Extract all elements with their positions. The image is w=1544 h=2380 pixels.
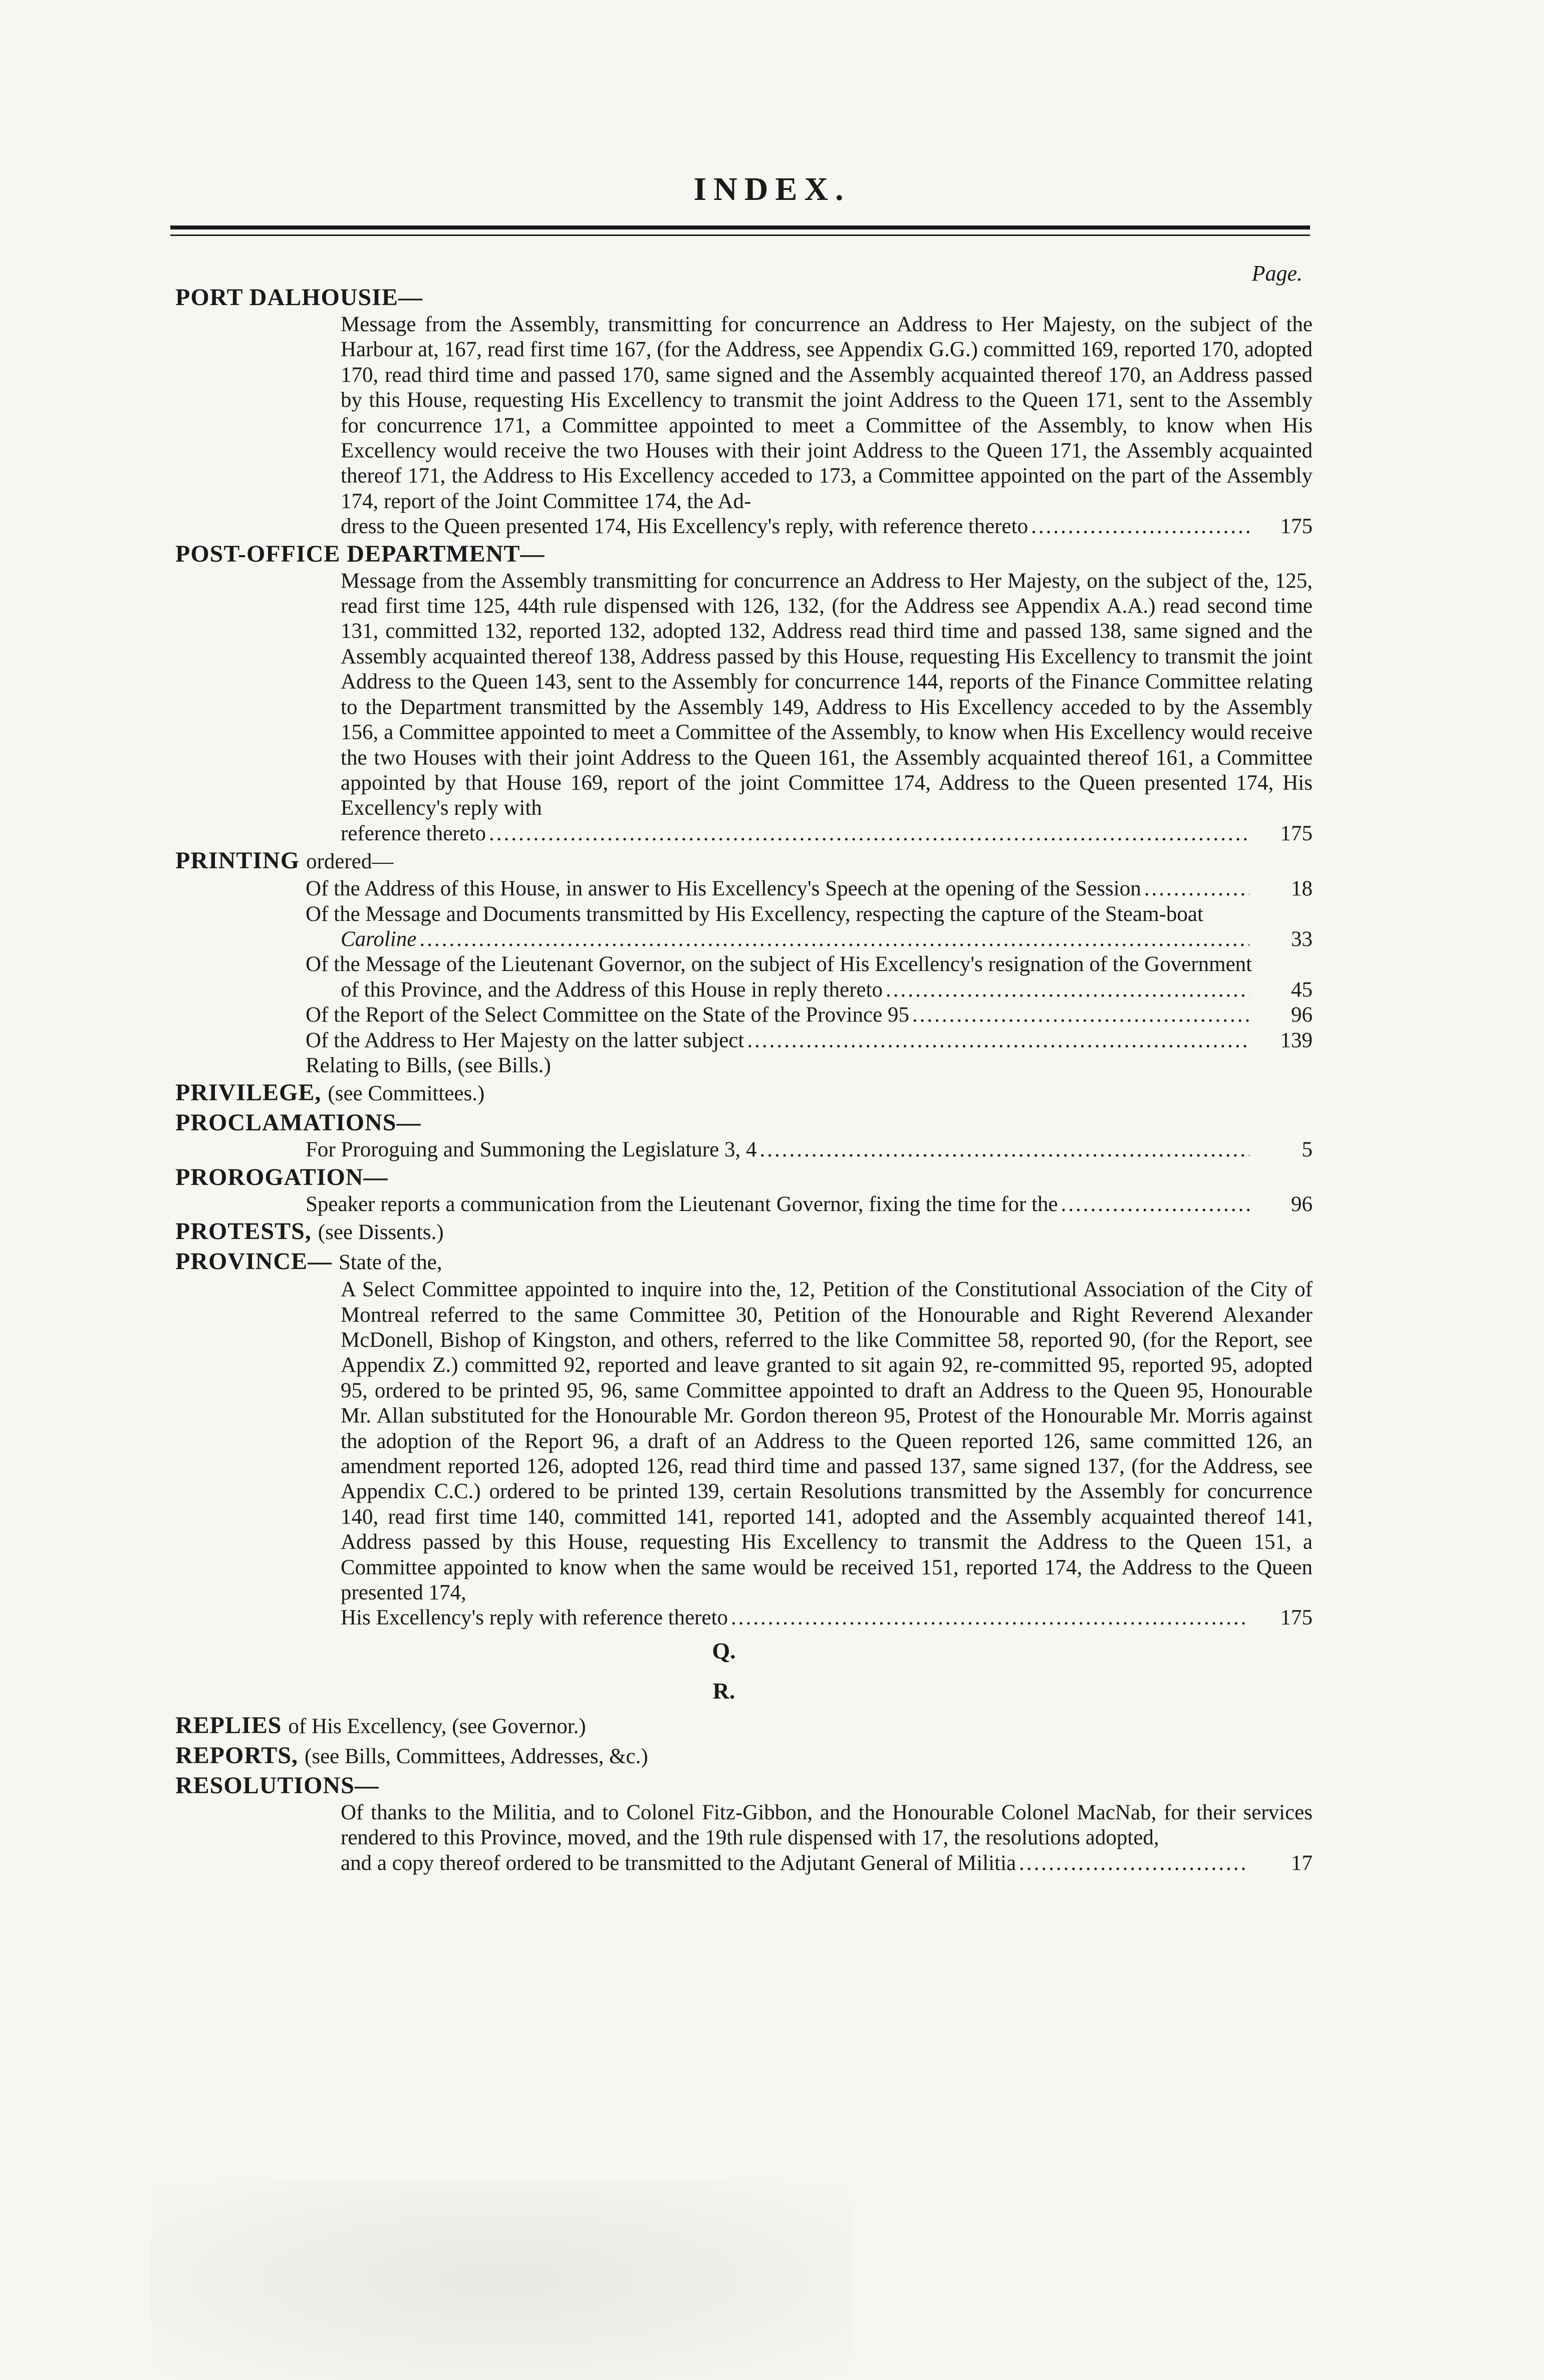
entry-heading-sub: (see Committees.): [328, 1082, 485, 1106]
line-text-first: Of the Message of the Lieutenant Governor, on the subject of His Excellency's resignation of the Government: [306, 953, 1252, 977]
leader-dots: [912, 1003, 1249, 1028]
section-letter-q: Q.: [712, 1637, 736, 1663]
entry-heading: [175, 1247, 1313, 1277]
entry-heading: [175, 1741, 1313, 1771]
index-line: [306, 1053, 1313, 1078]
index-entry: [175, 846, 1313, 1078]
entry-heading-text: PRIVILEGE,: [175, 1079, 322, 1106]
entry-text-end: dress to the Queen presented 174, His Excellency's reply, with reference thereto: [341, 515, 1028, 539]
index-body: [175, 283, 1313, 1876]
entry-heading: PROCLAMATIONS—: [175, 1109, 421, 1136]
page-column-label: Page.: [1251, 261, 1303, 286]
index-entry: [175, 540, 1313, 846]
index-line: [306, 1028, 1313, 1053]
line-text: of this Province, and the Address of this House in reply thereto: [341, 978, 883, 1002]
entry-heading-sub: State of the,: [339, 1251, 442, 1275]
page-number: 17: [1291, 1851, 1313, 1875]
entry-heading-text: PROTESTS,: [175, 1218, 312, 1245]
index-entry: [175, 1771, 1313, 1876]
index-line: [306, 1192, 1313, 1217]
entry-text: A Select Committee appointed to inquire into the, 12, Petition of the Constitutional Association of the City of Montreal referred to the same Committee 30, Petition of the Honourable and Right Reverend Alexander McDonell, Bishop of Kingston, and others, referred to the like Committee 58, reported 90, (for the Report, see Appendix Z.) committed 92, reported and leave granted to sit again 92, re-committed 95, reported 95, adopted 95, ordered to be printed 95, 96, same Committee appointed to draft an Address to the Queen 95, Honourable Mr. Allan substituted for the Honourable Mr. Gordon thereon 95, Protest of the Honourable Mr. Morris against the adoption of the Report 96, a draft of an Address to the Queen reported 126, same committed 126, an amendment reported 126, adopted 126, read third time and passed 137, same signed 137, (for the Address, see Appendix C.C.) ordered to be printed 139, certain Resolutions transmitted by the Assembly for concurrence 140, read first time 140, committed 141, reported 141, adopted and the Assembly acquainted thereof 141, Address passed by this House, requesting His Excellency to transmit the Address to the Queen 151, a Committee appointed to know when the same would be received 151, reported 174, the Address to the Queen presented 174,: [341, 1278, 1313, 1605]
line-text: Of the Address to Her Majesty on the latter subject: [306, 1028, 744, 1052]
index-entry: [175, 283, 1313, 540]
page-number: 175: [1280, 821, 1313, 845]
entry-heading: RESOLUTIONS—: [175, 1772, 379, 1799]
leader-dots: [1144, 876, 1249, 901]
line-text: Speaker reports a communication from the Lieutenant Governor, fixing the time for the: [306, 1192, 1058, 1216]
page-number: 33: [1291, 927, 1313, 951]
entry-heading-sub: (see Bills, Committees, Addresses, &c.): [305, 1744, 648, 1768]
line-text: Of the Address of this House, in answer to His Excellency's Speech at the opening of the Session: [306, 877, 1141, 901]
entry-text: Message from the Assembly transmitting for concurrence an Address to Her Majesty, on the subject of the, 125, read first time 125, 44th rule dispensed with 126, 132, (for the Address see Appendix A.A.) read second time 131, committed 132, reported 132, adopted 132, Address read third time and passed 138, same signed and the Assembly acquainted thereof 138, Address passed by this House, requesting His Excellency to transmit the joint Address to the Queen 143, sent to the Assembly for concurrence 144, reports of the Finance Committee relating to the Department transmitted by the Assembly 149, Address to His Excellency acceded to by the Assembly 156, a Committee appointed to meet a Committee of the Assembly, to know when His Excellency would receive the two Houses with their joint Address to the Queen 161, the Assembly acquainted thereof 161, a Committee appointed by that House 169, report of the joint Committee 174, Address to the Queen presented 174, His Excellency's reply with: [341, 569, 1313, 820]
leader-dots: [747, 1028, 1249, 1053]
entry-heading-text: REPLIES: [175, 1712, 282, 1739]
page-number: 175: [1280, 515, 1313, 539]
entry-text-end: reference thereto: [341, 821, 486, 845]
entry-paragraph: [341, 1800, 1313, 1876]
entry-heading-sub: ordered—: [306, 850, 394, 874]
leader-dots: [731, 1605, 1249, 1630]
entry-heading-text: REPORTS,: [175, 1742, 299, 1769]
entry-heading: [175, 1078, 1313, 1108]
leader-dots: [489, 821, 1249, 846]
title-rule-thick: [170, 225, 1310, 229]
leader-dots: [419, 927, 1249, 952]
entry-heading: PORT DALHOUSIE—: [175, 284, 423, 311]
page-number: 5: [1302, 1138, 1313, 1162]
line-text: For Proroguing and Summoning the Legislature 3, 4: [306, 1138, 757, 1162]
entry-paragraph: [341, 312, 1313, 540]
entry-text-end: His Excellency's reply with reference thereto: [341, 1606, 728, 1630]
title-rule-thin: [170, 234, 1310, 236]
leader-dots: [1061, 1192, 1249, 1217]
leader-dots: [760, 1137, 1249, 1162]
leader-dots: [1019, 1851, 1249, 1876]
index-entry: [175, 1163, 1313, 1217]
index-entry: [175, 1108, 1313, 1162]
entry-heading: [175, 846, 1313, 876]
page-number: 18: [1291, 877, 1313, 901]
entry-heading: [175, 1217, 1313, 1247]
index-line: [306, 1137, 1313, 1162]
index-entry: [175, 1247, 1313, 1631]
page-number: 45: [1291, 978, 1313, 1002]
entry-heading-text: PRINTING: [175, 847, 300, 874]
leader-dots: [886, 978, 1249, 1003]
entry-paragraph: [341, 569, 1313, 846]
page-number: 96: [1291, 1192, 1313, 1216]
entry-text: Message from the Assembly, transmitting for concurrence an Address to Her Majesty, on the subject of the Harbour at, 167, read first time 167, (for the Address, see Appendix G.G.) committed 169, reported 170, adopted 170, read third time and passed 170, same signed and the Assembly acquainted thereof 170, an Address passed by this House, requesting His Excellency to transmit the joint Address to the Queen 171, sent to the Assembly for concurrence 171, a Committee appointed to meet a Committee of the Assembly, to know when His Excellency would receive the two Houses with their joint Address to the Queen 171, the Assembly acquainted thereof 171, the Address to His Excellency acceded to 173, a Committee appointed on the part of the Assembly 174, report of the Joint Committee 174, the Ad-: [341, 313, 1313, 513]
page-number: 139: [1280, 1028, 1313, 1052]
leader-dots: [1031, 514, 1249, 539]
entry-heading: POST-OFFICE DEPARTMENT—: [175, 540, 545, 567]
page-number: 96: [1291, 1003, 1313, 1027]
line-text: Of the Report of the Select Committee on the State of the Province 95: [306, 1003, 909, 1027]
line-text-first: Of the Message and Documents transmitted by His Excellency, respecting the capture of the Steam-boat: [306, 902, 1203, 926]
entry-heading: PROROGATION—: [175, 1163, 388, 1191]
entry-heading-text: PROVINCE—: [175, 1248, 333, 1275]
entry-heading-sub: of His Excellency, (see Governor.): [288, 1714, 586, 1738]
paper-stain: [150, 2180, 852, 2380]
line-text: Caroline: [341, 927, 417, 951]
entry-heading: [175, 1711, 1313, 1741]
index-line: [341, 927, 1313, 952]
page-number: 175: [1280, 1606, 1313, 1630]
entry-paragraph: [341, 1277, 1313, 1631]
index-line: [306, 876, 1313, 901]
index-line: [341, 978, 1313, 1003]
entry-text-end: and a copy thereof ordered to be transmitted to the Adjutant General of Militia: [341, 1851, 1016, 1875]
entry-heading-sub: (see Dissents.): [318, 1221, 444, 1245]
index-line: [306, 1003, 1313, 1028]
page-title: INDEX.: [693, 171, 851, 207]
section-letter-r: R.: [712, 1678, 735, 1704]
entry-text: Of thanks to the Militia, and to Colonel Fitz-Gibbon, and the Honourable Colonel MacNab, for their services rendered to this Province, moved, and the 19th rule dispensed with 17, the resolutions adopted,: [341, 1800, 1313, 1850]
line-text: Relating to Bills, (see Bills.): [306, 1053, 551, 1077]
